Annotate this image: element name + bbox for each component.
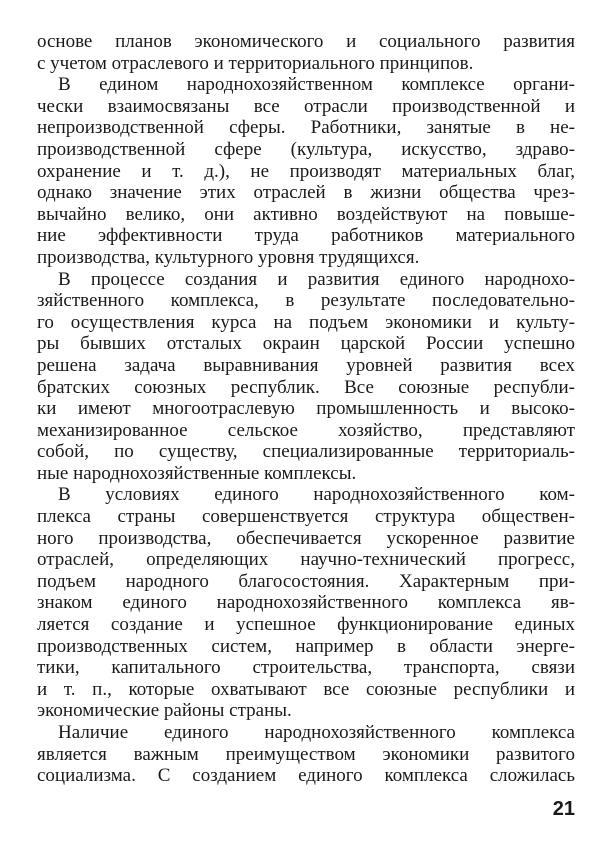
paragraph [37,484,575,722]
text-line: В процессе создания и развития единого народнохо- [58,268,575,290]
text-line: ного производства, обеспечивается ускоренное развитие [37,527,575,549]
text-line: В едином народнохозяйственном комплексе органи- [58,74,575,96]
text-line: и т. п., которые охватывают все союзные республики и [37,678,575,700]
paragraph [37,74,575,268]
text-line: социализма. С созданием единого комплекса сложилась [37,765,575,787]
text-line: братских союзных республик. Все союзные республи- [37,376,575,398]
text-line: механизированное сельское хозяйство, представляют [37,419,575,441]
text-line: производственной сфере (культура, искусство, здраво- [37,138,575,160]
text-line: зяйственного комплекса, в результате последовательно- [37,290,575,312]
text-line: производственных систем, например в области энерге- [37,635,575,657]
text-line: отраслей, определяющих научно-технический прогресс, [37,549,575,571]
paragraph [37,722,575,787]
text-line: охранение и т. д.), не производят материальных благ, [37,160,575,182]
text-line: ры бывших отсталых окраин царской России успешно [37,333,575,355]
text-line: В условиях единого народнохозяйственного ком- [58,484,575,506]
text-line: экономические районы страны. [37,700,292,722]
text-line: основе планов экономического и социального развития [37,31,575,52]
text-line: Наличие единого народнохозяйственного комплекса [58,722,575,743]
text-line: ки имеют многоотраслевую промышленность и высоко- [37,398,575,420]
text-line: тики, капитального строительства, транспорта, связи [37,657,575,679]
paragraph [37,269,575,485]
page-number: 21 [552,798,575,820]
text-line: знаком единого народнохозяйственного комплекса яв- [37,592,575,614]
text-line: вычайно велико, они активно воздействуют на повыше- [37,203,575,225]
text-line: ляется создание и успешное функционирование единых [37,614,575,636]
text-line: непроизводственной сферы. Работники, занятые в не- [37,117,575,139]
text-line: с учетом отраслевого и территориального принципов. [37,52,474,74]
text-line: го осуществления курса на подъем экономики и культу- [37,311,575,333]
page-body [37,31,575,787]
text-line: плекса страны совершенствуется структура обществен- [37,506,575,528]
text-line: ные народнохозяйственные комплексы. [37,462,357,484]
text-line: однако значение этих отраслей в жизни общества чрез- [37,182,575,204]
text-line: ние эффективности труда работников материального [37,225,575,247]
text-line: чески взаимосвязаны все отрасли производственной и [37,95,575,117]
text-line: подъем народного благосостояния. Характерным при- [37,570,575,592]
text-line: является важным преимуществом экономики развитого [37,743,575,765]
text-line: производства, культурного уровня трудящихся. [37,246,420,268]
text-line: собой, по существу, специализированные территориаль- [37,441,575,463]
text-line: решена задача выравнивания уровней развития всех [37,354,575,376]
paragraph [37,31,575,74]
